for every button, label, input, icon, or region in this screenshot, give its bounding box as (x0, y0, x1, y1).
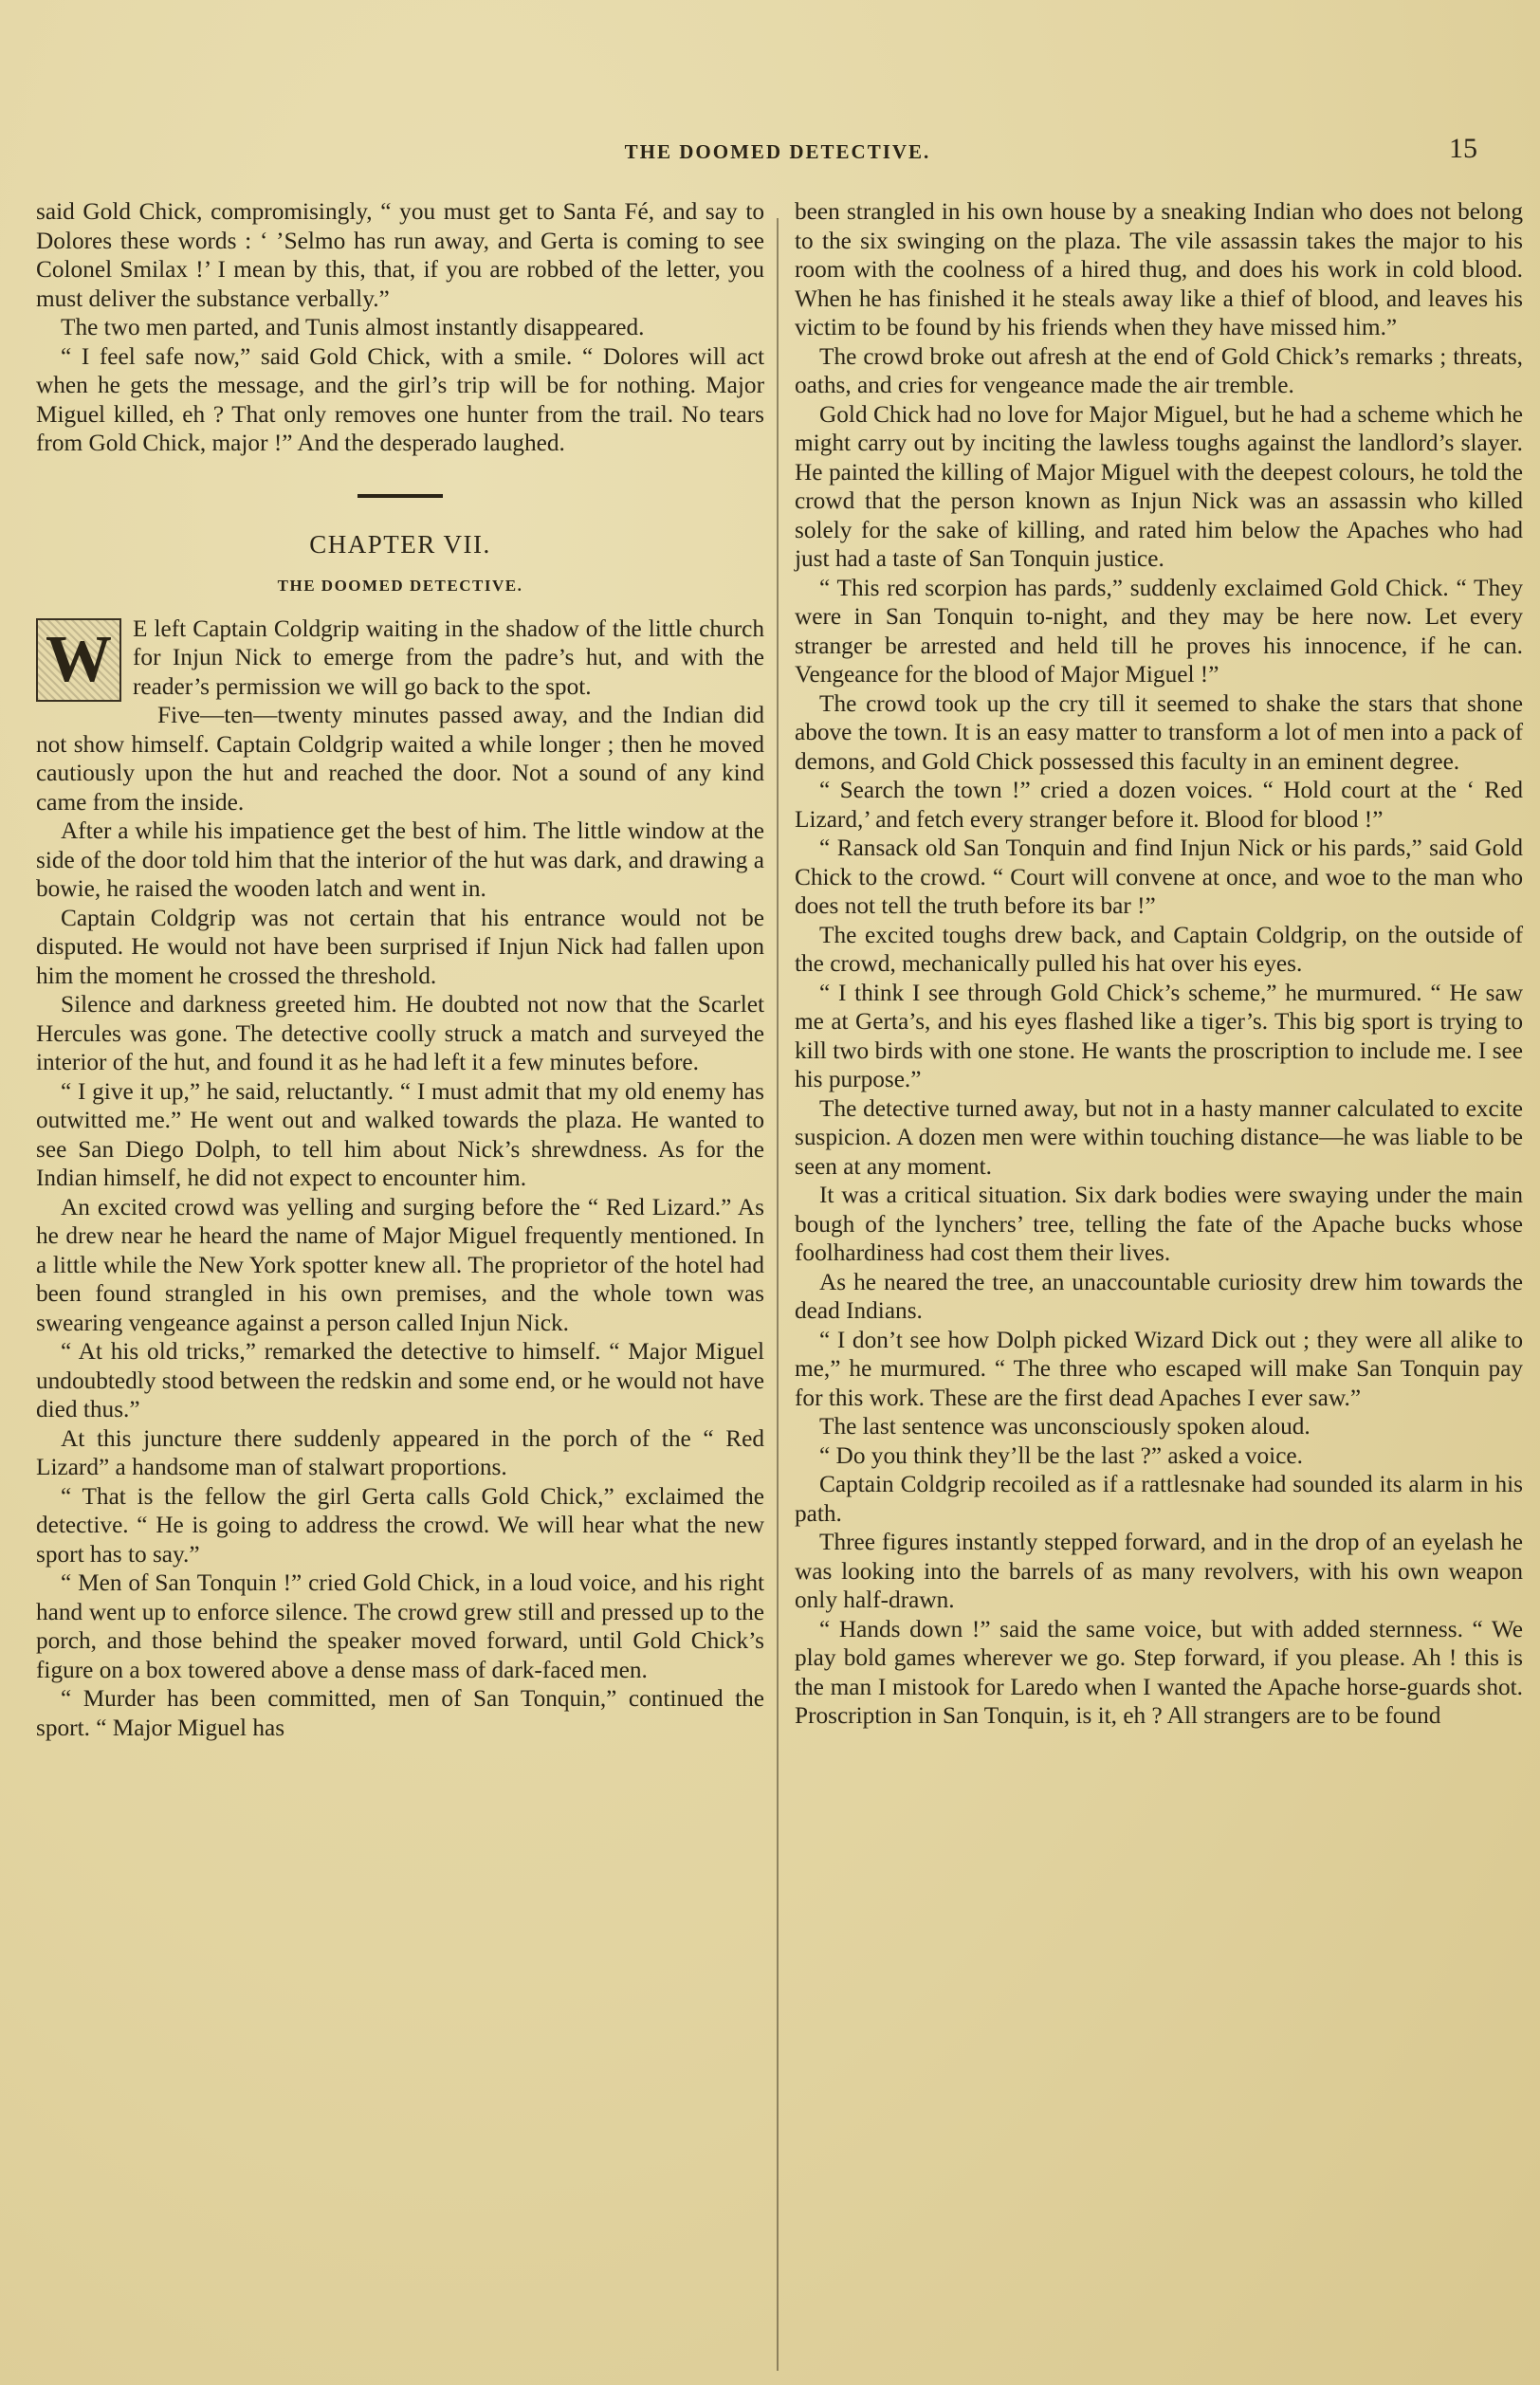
drop-cap-letter: W (46, 622, 112, 696)
paragraph: “ At his old tricks,” remarked the detective to himself. “ Major Miguel undoubtedly stood between the redskin and some end, or he would not have died thus.” (36, 1338, 764, 1422)
paragraph: The crowd broke out afresh at the end of Gold Chick’s remarks ; threats, oaths, and cries for vengeance made the air tremble. (795, 342, 1523, 398)
paragraph: “ Do you think they’ll be the last ?” asked a voice. (819, 1441, 1303, 1469)
section-rule (358, 494, 443, 498)
paragraph: Captain Coldgrip was not certain that his entrance would not be disputed. He would not have been surprised if Injun Nick had fallen upon him the moment he crossed the threshold. (36, 904, 764, 989)
paragraph: “ That is the fellow the girl Gerta calls Gold Chick,” exclaimed the detective. “ He is going to address the crowd. We will hear what the new sport has to say.” (36, 1482, 764, 1568)
paragraph: After a while his impatience get the best of him. The little window at the side of the door told him that the interior of the hut was dark, and drawing a bowie, he raised the wooden latch and went in. (36, 817, 764, 902)
paragraph: An excited crowd was yelling and surging before the “ Red Lizard.” As he drew near he heard the name of Major Miguel frequently mentioned. In a little while the New York spotter knew all. The proprietor of the hotel had been found strangled in his own premises, and the whole town was swearing vengeance against a person called Injun Nick. (36, 1193, 764, 1336)
page-header (0, 133, 1540, 178)
paragraph: “ Search the town !” cried a dozen voices. “ Hold court at the ‘ Red Lizard,’ and fetch every stranger before it. Blood for blood !” (795, 777, 1523, 833)
paragraph: said Gold Chick, compromisingly, “ you must get to Santa Fé, and say to Dolores these words : ‘ ’Selmo has run away, and Gerta is coming to see Colonel Smilax !’ I mean by this, that, if you are robbed of the letter, you must deliver the substance verbally.” (36, 198, 764, 312)
paragraph: “ Men of San Tonquin !” cried Gold Chick, in a loud voice, and his right hand went up to enforce silence. The crowd grew still and pressed up to the porch, and those behind the speaker moved forward, until Gold Chick’s figure on a box towered above a dense mass of dark-faced men. (36, 1569, 764, 1683)
chapter-opening-text: E left Captain Coldgrip waiting in the shadow of the little church for Injun Nick to emerge from the padre’s hut, and with the reader’s permission we will go back to the spot. (133, 615, 764, 700)
paragraph: Three figures instantly stepped forward, and in the drop of an eyelash he was looking into the barrels of as many revolvers, with his own weapon only half-drawn. (795, 1529, 1523, 1613)
chapter-title: CHAPTER VII. (309, 529, 491, 559)
paragraph: The detective turned away, but not in a hasty manner calculated to excite suspicion. A dozen men were within touching distance—he was liable to be seen at any moment. (795, 1094, 1523, 1180)
paragraph: At this juncture there suddenly appeared in the porch of the “ Red Lizard” a handsome man of stalwart proportions. (36, 1424, 764, 1480)
paragraph: The last sentence was unconsciously spoken aloud. (819, 1413, 1311, 1440)
chapter-opening-paragraph (36, 615, 764, 702)
paragraph: “ I don’t see how Dolph picked Wizard Dick out ; they were all alike to me,” he murmured. “ The three who escaped will make San Tonquin pay for this work. These are the first dead Apaches I ever saw.” (795, 1326, 1523, 1411)
right-column (795, 197, 1523, 1731)
paragraph: The two men parted, and Tunis almost instantly disappeared. (61, 314, 645, 340)
left-column (36, 197, 764, 1742)
paragraph: As he neared the tree, an unaccountable curiosity drew him towards the dead Indians. (795, 1268, 1523, 1324)
paragraph: “ I feel safe now,” said Gold Chick, with a smile. “ Dolores will act when he gets the message, and the girl’s trip will be for nothing. Major Miguel killed, eh ? That only removes one hunter from the trail. No tears from Gold Chick, major !” And the desperado laughed. (36, 342, 764, 456)
paragraph: The crowd took up the cry till it seemed to shake the stars that shone above the town. It is an easy matter to transform a lot of men into a pack of demons, and Gold Chick possessed this faculty in an eminent degree. (795, 689, 1523, 775)
paragraph: Silence and darkness greeted him. He doubted not now that the Scarlet Hercules was gone. The detective coolly struck a match and surveyed the interior of the hut, and found it as he had left it a few minutes before. (36, 991, 764, 1075)
paragraph: “ I give it up,” he said, reluctantly. “ I must admit that my old enemy has outwitted me.” He went out and walked towards the plaza. He wanted to see San Diego Dolph, to tell him about Nick’s shrewdness. As for the Indian himself, he did not expect to encounter him. (36, 1077, 764, 1191)
paragraph: “ Ransack old San Tonquin and find Injun Nick or his pards,” said Gold Chick to the crowd. “ Court will convene at once, and woe to the man who does not tell the truth before its bar !” (795, 835, 1523, 919)
paragraph: “ Hands down !” said the same voice, but with added sternness. “ We play bold games wherever we go. Step forward, if you please. Ah ! this is the man I mistook for Laredo when I wanted the Apache horse-guards shot. Proscription in San Tonquin, is it, eh ? All strangers are to be found (795, 1615, 1523, 1729)
chapter-subtitle: THE DOOMED DETECTIVE. (277, 577, 523, 595)
drop-cap (36, 618, 121, 702)
paragraph: “ Murder has been committed, men of San Tonquin,” continued the sport. “ Major Miguel has (36, 1685, 764, 1741)
running-title: THE DOOMED DETECTIVE. (624, 140, 931, 163)
paragraph: The excited toughs drew back, and Captain Coldgrip, on the outside of the crowd, mechanically pulled his hat over his eyes. (795, 921, 1523, 977)
paragraph: Five—ten—twenty minutes passed away, and the Indian did not show himself. Captain Coldgrip waited a while longer ; then he moved cautiously upon the hut and reached the door. Not a sound of any kind came from the inside. (36, 702, 764, 816)
paragraph: Captain Coldgrip recoiled as if a rattlesnake had sounded its alarm in his path. (795, 1471, 1523, 1527)
page-number: 15 (1449, 133, 1477, 164)
paragraph: “ I think I see through Gold Chick’s scheme,” he murmured. “ He saw me at Gerta’s, and his eyes flashed like a tiger’s. This big sport is trying to kill two birds with one stone. He wants the proscription to include me. I see his purpose.” (795, 979, 1523, 1092)
paragraph: Gold Chick had no love for Major Miguel, but he had a scheme which he might carry out by inciting the lawless toughs against the landlord’s slayer. He painted the killing of Major Miguel with the deepest colours, he told the crowd that the person known as Injun Nick was an assassin who killed solely for the sake of killing, and rated him below the Apaches who had just had a taste of San Tonquin justice. (795, 400, 1523, 572)
paragraph: “ This red scorpion has pards,” suddenly exclaimed Gold Chick. “ They were in San Tonquin to-night, and they may be here now. Let every stranger be arrested and held till he proves his innocence, if he can. Vengeance for the blood of Major Miguel !” (795, 574, 1523, 688)
paragraph: been strangled in his own house by a sneaking Indian who does not belong to the six swinging on the plaza. The vile assassin takes the major to his room with the coolness of a hired thug, and does his work in cold blood. When he has finished it he steals away like a thief of blood, and leaves his victim to be found by his friends when they have missed him.” (795, 198, 1523, 340)
paragraph: It was a critical situation. Six dark bodies were swaying under the main bough of the lynchers’ tree, telling the fate of the Apache bucks whose foolhardiness had cost them their lives. (795, 1182, 1523, 1266)
column-divider (777, 218, 779, 2371)
